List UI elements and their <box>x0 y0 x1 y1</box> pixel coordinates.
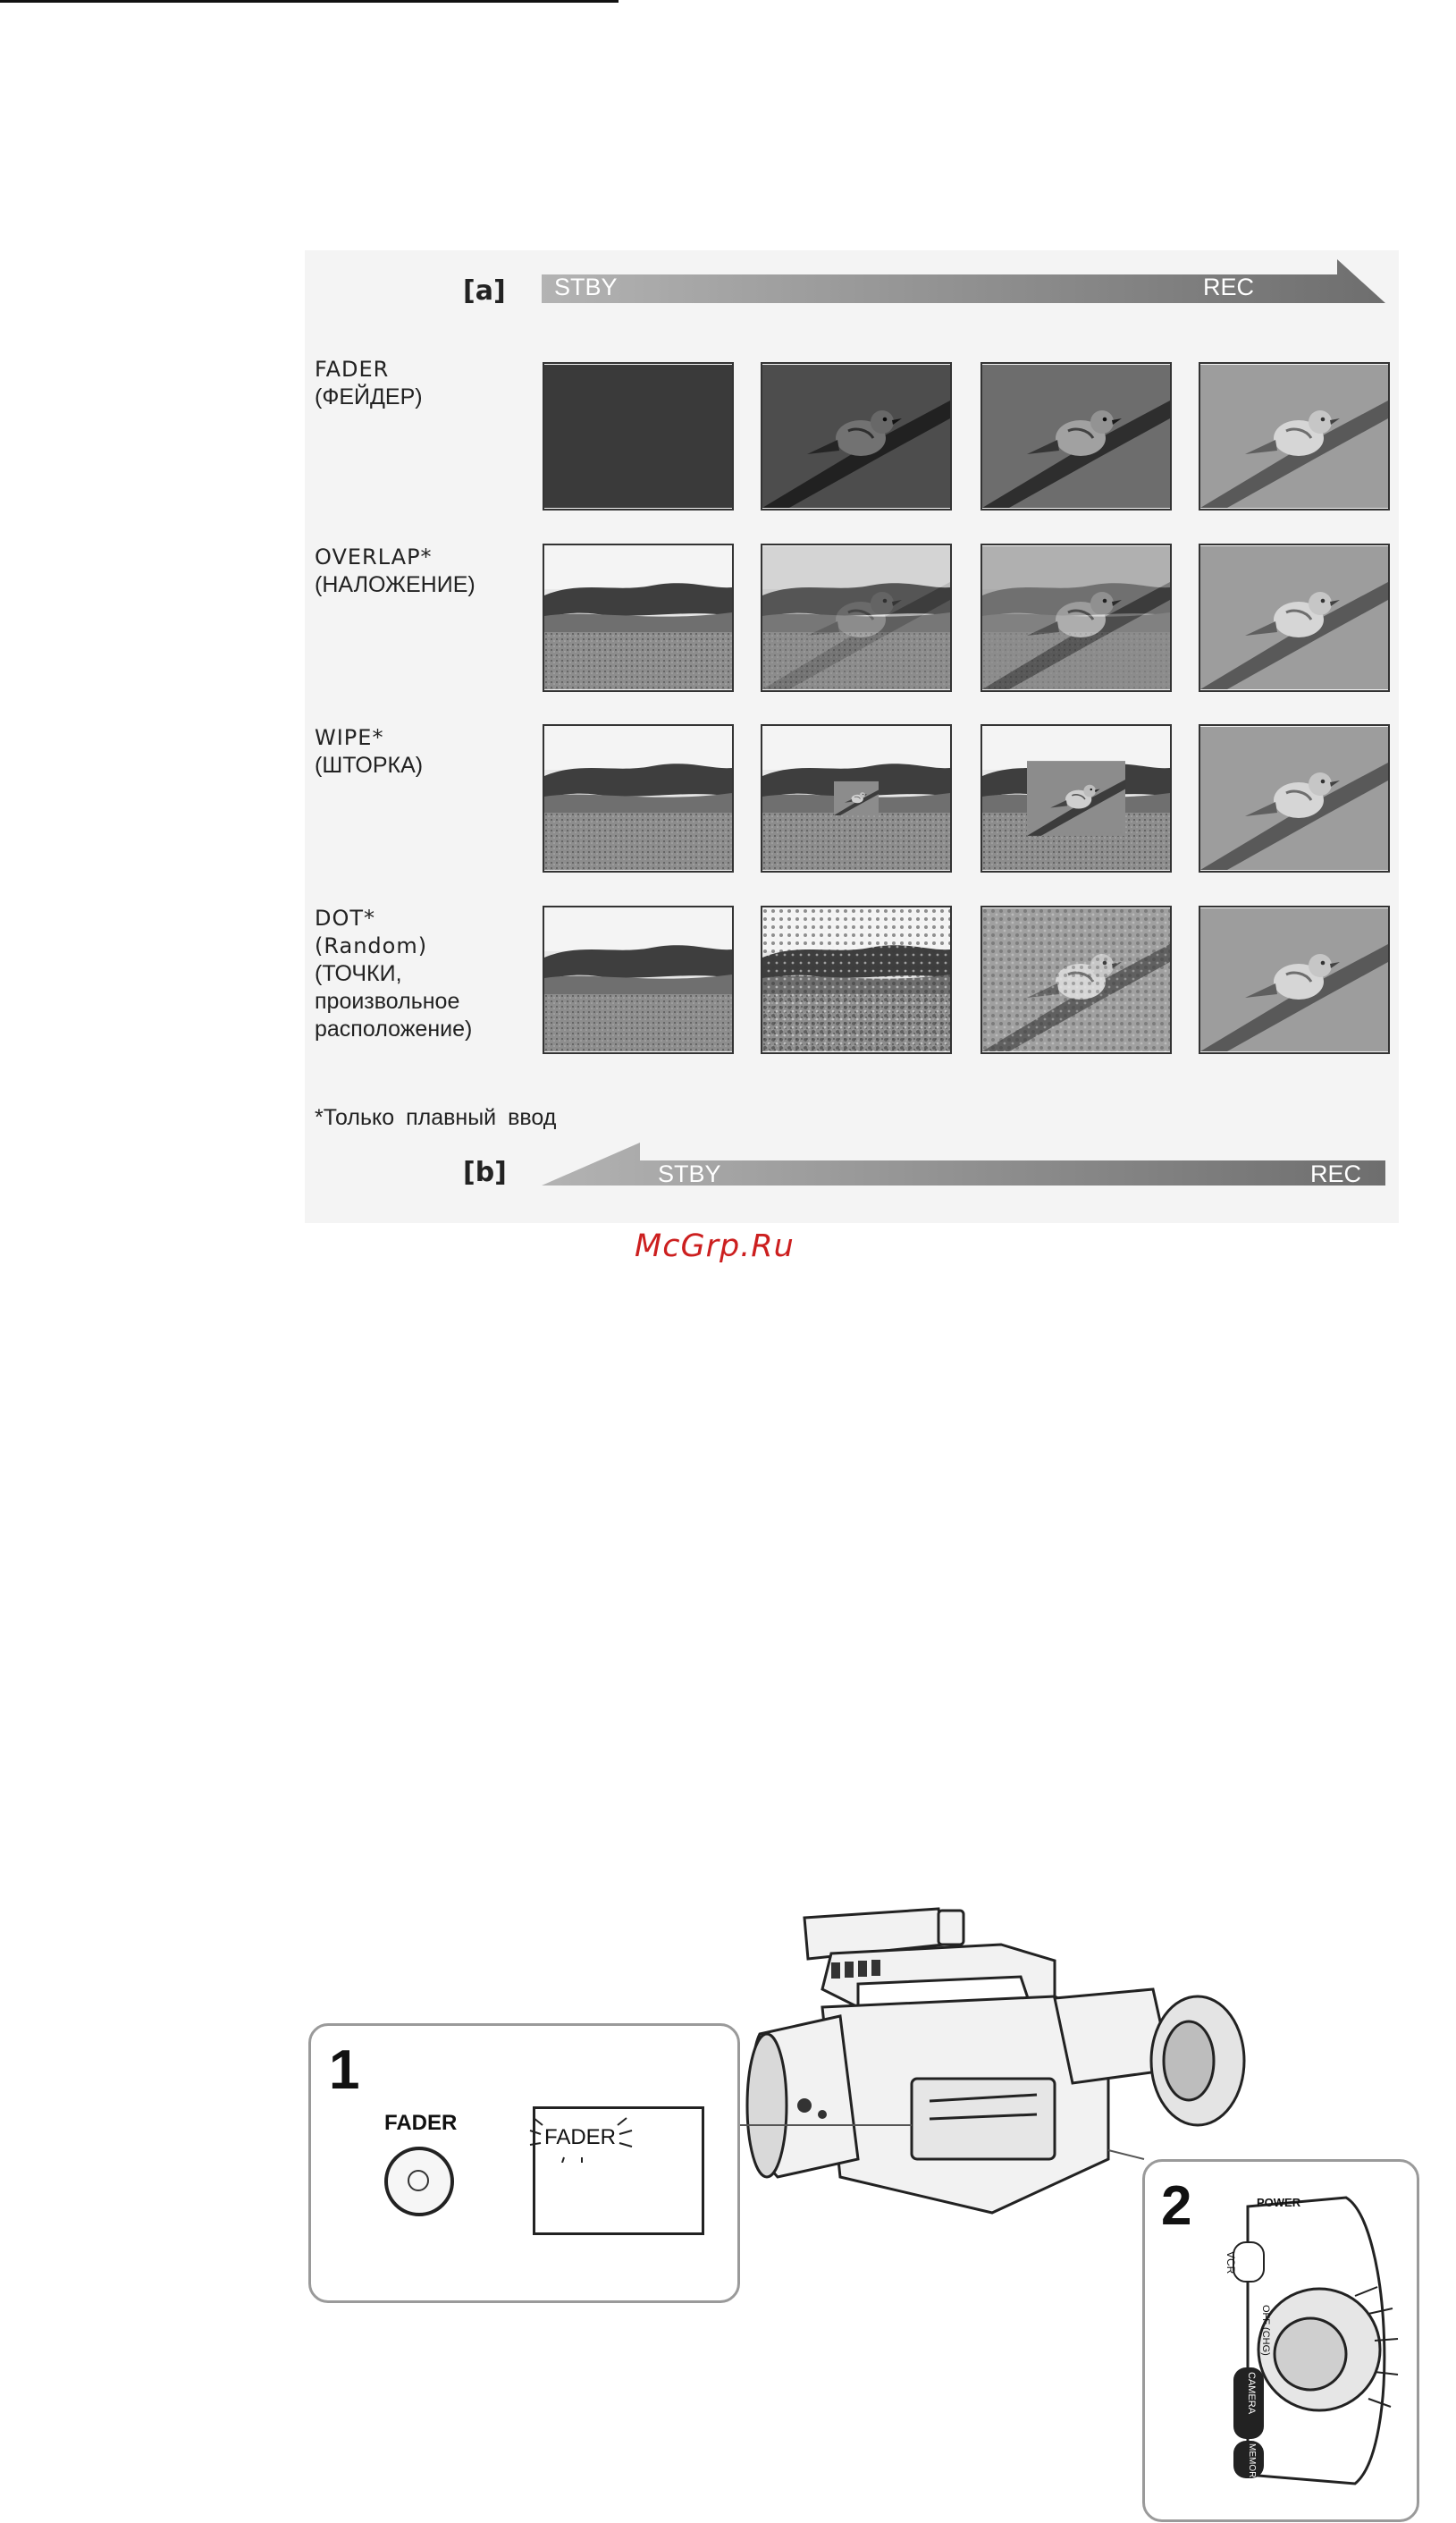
thumb-wipe-4 <box>1199 724 1390 873</box>
thumb-fader-4 <box>1199 362 1390 511</box>
thumb-overlap-4 <box>1199 544 1390 692</box>
arrow-b-bar <box>542 1143 1385 1191</box>
arrow-a-start: STBY <box>554 274 618 300</box>
step2-number: 2 <box>1161 2175 1192 2237</box>
thumb-dot-3 <box>980 906 1172 1054</box>
row-label-wipe: WIPE* (ШТОРКА) <box>315 725 424 778</box>
thumb-wipe-1 <box>543 724 734 873</box>
thumb-wipe-2 <box>761 724 952 873</box>
lcd-fader-indicator: FADER <box>544 2125 617 2149</box>
thumb-dot-4 <box>1199 906 1390 1054</box>
step1-number: 1 <box>329 2039 360 2101</box>
dial-label-off: OFF (CHG) <box>1260 2305 1271 2356</box>
arrow-b-end: REC <box>1310 1160 1362 1187</box>
thumb-fader-3 <box>980 362 1172 511</box>
thumb-wipe-3 <box>980 724 1172 873</box>
blink-icon <box>528 2113 635 2163</box>
dial-label-memory: MEMORY <box>1247 2443 1257 2484</box>
thumb-dot-1 <box>543 906 734 1054</box>
fader-button-label: FADER <box>384 2111 458 2135</box>
arrow-a-end: REC <box>1203 274 1255 300</box>
dial-label-power: POWER <box>1257 2196 1301 2209</box>
arrow-b-tag: [b] <box>463 1157 507 1188</box>
lcd-display <box>533 2106 704 2235</box>
thumb-overlap-3 <box>980 544 1172 692</box>
thumb-overlap-1 <box>543 544 734 692</box>
row-label-fader: FADER (ФЕЙДЕР) <box>315 357 423 409</box>
step1-callout <box>308 2023 740 2303</box>
row-label-overlap: OVERLAP* (НАЛОЖЕНИЕ) <box>315 544 476 597</box>
fader-button[interactable] <box>384 2147 454 2216</box>
arrow-a-tag: [a] <box>463 275 506 307</box>
power-dial[interactable] <box>1221 2189 1400 2493</box>
thumb-dot-2 <box>761 906 952 1054</box>
top-rule <box>0 0 619 3</box>
thumb-fader-2 <box>761 362 952 511</box>
row-label-dot: DOT* (Random) (ТОЧКИ, произвольное расположение) <box>315 906 473 1042</box>
watermark: McGrp.Ru <box>635 1228 795 1264</box>
arrow-a-bar <box>542 259 1385 309</box>
thumb-overlap-2 <box>761 544 952 692</box>
dial-label-vcr: VCR <box>1225 2251 1237 2274</box>
footnote: *Только плавный ввод <box>315 1105 557 1130</box>
arrow-b-start: STBY <box>658 1160 721 1187</box>
thumb-fader-1 <box>543 362 734 511</box>
step2-callout <box>1142 2159 1419 2522</box>
dial-label-camera: CAMERA <box>1246 2372 1257 2415</box>
